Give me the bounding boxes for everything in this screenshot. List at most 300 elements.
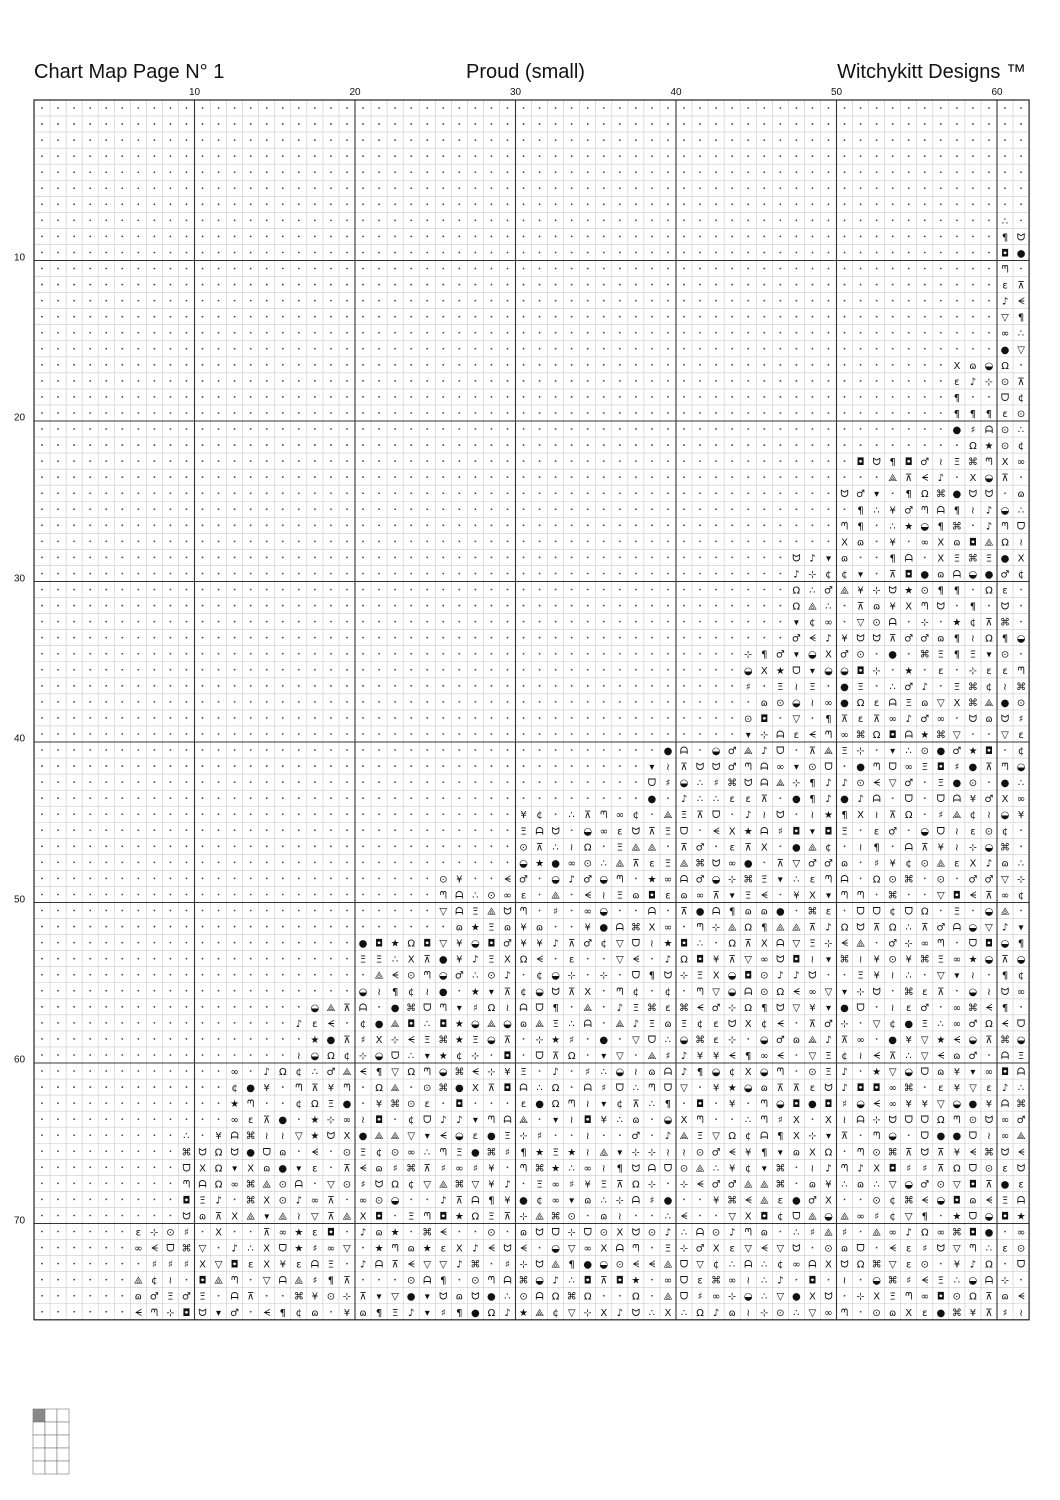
empty-cell-dot bbox=[539, 894, 541, 896]
stitch-symbol: ɛ bbox=[424, 1099, 430, 1111]
empty-cell-dot bbox=[651, 813, 653, 815]
empty-cell-dot bbox=[828, 219, 830, 221]
empty-cell-dot bbox=[779, 605, 781, 607]
empty-cell-dot bbox=[507, 444, 509, 446]
stitch-symbol: ᗢ bbox=[776, 954, 785, 966]
stitch-symbol: ≀ bbox=[858, 1050, 863, 1062]
empty-cell-dot bbox=[266, 139, 268, 141]
stitch-symbol: ∞ bbox=[888, 1227, 897, 1239]
empty-cell-dot bbox=[314, 139, 316, 141]
empty-cell-dot bbox=[876, 573, 878, 575]
empty-cell-dot bbox=[908, 653, 910, 655]
stitch-symbol: ◘ bbox=[985, 746, 993, 758]
empty-cell-dot bbox=[73, 444, 75, 446]
empty-cell-dot bbox=[186, 508, 188, 510]
stitch-symbol: X bbox=[375, 1034, 383, 1046]
empty-cell-dot bbox=[860, 380, 862, 382]
empty-cell-dot bbox=[41, 1279, 43, 1281]
empty-cell-dot bbox=[89, 1086, 91, 1088]
empty-cell-dot bbox=[266, 653, 268, 655]
empty-cell-dot bbox=[170, 1022, 172, 1024]
empty-cell-dot bbox=[218, 813, 220, 815]
empty-cell-dot bbox=[667, 524, 669, 526]
empty-cell-dot bbox=[137, 813, 139, 815]
empty-cell-dot bbox=[683, 219, 685, 221]
stitch-symbol: ɷ bbox=[840, 1243, 849, 1255]
empty-cell-dot bbox=[362, 781, 364, 783]
stitch-symbol: ⊼ bbox=[247, 1291, 255, 1303]
stitch-symbol: ᗜ bbox=[776, 746, 785, 758]
empty-cell-dot bbox=[587, 348, 589, 350]
stitch-symbol: ᗩ bbox=[1016, 1067, 1026, 1079]
stitch-symbol: ▽ bbox=[615, 954, 624, 966]
stitch-symbol: ◒ bbox=[824, 665, 833, 677]
empty-cell-dot bbox=[683, 573, 685, 575]
empty-cell-dot bbox=[571, 236, 573, 238]
empty-cell-dot bbox=[105, 1311, 107, 1313]
empty-cell-dot bbox=[523, 797, 525, 799]
stitch-symbol: ɷ bbox=[503, 922, 512, 934]
stitch-symbol: ∞ bbox=[728, 858, 737, 870]
empty-cell-dot bbox=[539, 1070, 541, 1072]
empty-cell-dot bbox=[458, 444, 460, 446]
stitch-symbol: ♪ bbox=[440, 1115, 447, 1127]
empty-cell-dot bbox=[491, 524, 493, 526]
empty-cell-dot bbox=[763, 187, 765, 189]
empty-cell-dot bbox=[491, 717, 493, 719]
empty-cell-dot bbox=[250, 781, 252, 783]
empty-cell-dot bbox=[186, 428, 188, 430]
empty-cell-dot bbox=[41, 1263, 43, 1265]
stitch-symbol: ▾ bbox=[729, 890, 735, 902]
empty-cell-dot bbox=[394, 540, 396, 542]
empty-cell-dot bbox=[667, 557, 669, 559]
stitch-symbol: ᗕ bbox=[503, 874, 512, 886]
stitch-symbol: ¢ bbox=[728, 1067, 736, 1079]
empty-cell-dot bbox=[619, 508, 621, 510]
stitch-symbol: ᗜ bbox=[920, 1115, 929, 1127]
stitch-symbol: ¥ bbox=[520, 922, 527, 934]
empty-cell-dot bbox=[378, 444, 380, 446]
empty-cell-dot bbox=[523, 557, 525, 559]
empty-cell-dot bbox=[89, 974, 91, 976]
empty-cell-dot bbox=[940, 316, 942, 318]
empty-cell-dot bbox=[474, 524, 476, 526]
empty-cell-dot bbox=[844, 508, 846, 510]
stitch-symbol: ∞ bbox=[760, 1050, 769, 1062]
stitch-symbol: ≀ bbox=[666, 762, 670, 774]
empty-cell-dot bbox=[410, 797, 412, 799]
empty-cell-dot bbox=[298, 348, 300, 350]
empty-cell-dot bbox=[571, 797, 573, 799]
stitch-symbol: ᗕ bbox=[680, 1211, 688, 1223]
empty-cell-dot bbox=[394, 669, 396, 671]
stitch-symbol: ∴ bbox=[1017, 505, 1025, 517]
empty-cell-dot bbox=[667, 717, 669, 719]
empty-cell-dot bbox=[876, 364, 878, 366]
empty-cell-dot bbox=[89, 316, 91, 318]
stitch-symbol: ∞ bbox=[551, 1195, 560, 1207]
empty-cell-dot bbox=[314, 878, 316, 880]
minimap-page bbox=[57, 1448, 69, 1461]
stitch-symbol: ᗜ bbox=[663, 1163, 673, 1175]
stitch-symbol: ∴ bbox=[696, 938, 704, 950]
empty-cell-dot bbox=[683, 685, 685, 687]
row-number: 20 bbox=[14, 412, 26, 424]
stitch-symbol: ▾ bbox=[793, 649, 799, 661]
empty-cell-dot bbox=[362, 733, 364, 735]
stitch-symbol: X bbox=[969, 858, 977, 870]
stitch-symbol: ∴ bbox=[247, 1243, 254, 1255]
empty-cell-dot bbox=[699, 348, 701, 350]
empty-cell-dot bbox=[587, 203, 589, 205]
empty-cell-dot bbox=[57, 1247, 59, 1249]
empty-cell-dot bbox=[715, 187, 717, 189]
empty-cell-dot bbox=[507, 797, 509, 799]
empty-cell-dot bbox=[282, 236, 284, 238]
stitch-symbol: X bbox=[1001, 457, 1009, 469]
empty-cell-dot bbox=[667, 605, 669, 607]
empty-cell-dot bbox=[378, 861, 380, 863]
empty-cell-dot bbox=[202, 797, 204, 799]
empty-cell-dot bbox=[779, 894, 781, 896]
empty-cell-dot bbox=[170, 765, 172, 767]
empty-cell-dot bbox=[330, 910, 332, 912]
stitch-symbol: ≀ bbox=[634, 1067, 638, 1079]
stitch-symbol: ¢ bbox=[889, 1018, 896, 1030]
empty-cell-dot bbox=[651, 348, 653, 350]
empty-cell-dot bbox=[988, 268, 990, 270]
empty-cell-dot bbox=[426, 878, 428, 880]
empty-cell-dot bbox=[202, 701, 204, 703]
empty-cell-dot bbox=[844, 284, 846, 286]
empty-cell-dot bbox=[587, 958, 589, 960]
empty-cell-dot bbox=[73, 1054, 75, 1056]
empty-cell-dot bbox=[699, 332, 701, 334]
stitch-symbol: ¥ bbox=[809, 1002, 816, 1014]
stitch-symbol: ¥ bbox=[712, 1195, 720, 1207]
stitch-symbol: ɷ bbox=[519, 1018, 528, 1030]
empty-cell-dot bbox=[539, 701, 541, 703]
empty-cell-dot bbox=[410, 508, 412, 510]
empty-cell-dot bbox=[137, 1038, 139, 1040]
stitch-symbol: Ω bbox=[214, 1179, 223, 1191]
stitch-symbol: ¢ bbox=[375, 1147, 383, 1159]
stitch-symbol: ∴ bbox=[664, 1034, 672, 1046]
stitch-symbol: ɛ bbox=[1002, 585, 1008, 597]
empty-cell-dot bbox=[105, 1247, 107, 1249]
stitch-symbol: Ω bbox=[985, 1259, 993, 1271]
empty-cell-dot bbox=[362, 653, 364, 655]
empty-cell-dot bbox=[442, 348, 444, 350]
empty-cell-dot bbox=[779, 797, 781, 799]
empty-cell-dot bbox=[170, 540, 172, 542]
empty-cell-dot bbox=[442, 781, 444, 783]
stitch-symbol: ♂ bbox=[904, 633, 914, 645]
stitch-symbol: ⊙ bbox=[920, 585, 929, 597]
empty-cell-dot bbox=[153, 219, 155, 221]
stitch-symbol: ɷ bbox=[856, 1179, 865, 1191]
empty-cell-dot bbox=[394, 476, 396, 478]
stitch-symbol: ¶ bbox=[809, 778, 816, 790]
empty-cell-dot bbox=[137, 139, 139, 141]
empty-cell-dot bbox=[555, 396, 557, 398]
empty-cell-dot bbox=[603, 685, 605, 687]
stitch-symbol: ▽ bbox=[969, 1083, 977, 1095]
empty-cell-dot bbox=[474, 540, 476, 542]
empty-cell-dot bbox=[683, 364, 685, 366]
empty-cell-dot bbox=[250, 332, 252, 334]
empty-cell-dot bbox=[137, 524, 139, 526]
stitch-symbol: ⊹ bbox=[342, 1291, 352, 1303]
empty-cell-dot bbox=[619, 316, 621, 318]
stitch-symbol: ᗢ bbox=[663, 970, 673, 982]
stitch-symbol: ¢ bbox=[1017, 746, 1025, 758]
empty-cell-dot bbox=[250, 974, 252, 976]
empty-cell-dot bbox=[539, 781, 541, 783]
empty-cell-dot bbox=[908, 894, 910, 896]
empty-cell-dot bbox=[362, 845, 364, 847]
empty-cell-dot bbox=[170, 492, 172, 494]
empty-cell-dot bbox=[170, 1102, 172, 1104]
stitch-symbol: ⊙ bbox=[278, 1195, 287, 1207]
stitch-symbol: ᗜ bbox=[968, 1163, 978, 1175]
stitch-symbol: ◘ bbox=[760, 713, 769, 725]
empty-cell-dot bbox=[298, 316, 300, 318]
stitch-symbol: Ω bbox=[551, 1083, 560, 1095]
stitch-symbol: ᘉ bbox=[840, 521, 849, 533]
empty-cell-dot bbox=[73, 813, 75, 815]
stitch-symbol: ♂ bbox=[695, 874, 705, 886]
stitch-symbol: ♂ bbox=[984, 874, 994, 886]
empty-cell-dot bbox=[330, 781, 332, 783]
empty-cell-dot bbox=[57, 171, 59, 173]
empty-cell-dot bbox=[539, 107, 541, 109]
empty-cell-dot bbox=[266, 236, 268, 238]
stitch-symbol: ● bbox=[984, 1227, 994, 1239]
empty-cell-dot bbox=[57, 990, 59, 992]
empty-cell-dot bbox=[442, 187, 444, 189]
empty-cell-dot bbox=[555, 444, 557, 446]
empty-cell-dot bbox=[828, 236, 830, 238]
empty-cell-dot bbox=[410, 845, 412, 847]
stitch-symbol: ᗢ bbox=[374, 1179, 384, 1191]
stitch-symbol: ≀ bbox=[617, 1211, 622, 1223]
empty-cell-dot bbox=[523, 781, 525, 783]
stitch-symbol: ᘉ bbox=[696, 1115, 704, 1127]
stitch-symbol: ▽ bbox=[904, 1211, 913, 1223]
empty-cell-dot bbox=[763, 621, 765, 623]
empty-cell-dot bbox=[812, 412, 814, 414]
empty-cell-dot bbox=[539, 219, 541, 221]
stitch-symbol: ★ bbox=[663, 938, 673, 950]
stitch-symbol: ⊙ bbox=[647, 1227, 657, 1239]
empty-cell-dot bbox=[988, 396, 990, 398]
empty-cell-dot bbox=[699, 396, 701, 398]
empty-cell-dot bbox=[362, 444, 364, 446]
empty-cell-dot bbox=[924, 364, 926, 366]
empty-cell-dot bbox=[972, 910, 974, 912]
empty-cell-dot bbox=[844, 364, 846, 366]
empty-cell-dot bbox=[667, 492, 669, 494]
empty-cell-dot bbox=[330, 412, 332, 414]
stitch-symbol: ᗕ bbox=[519, 1243, 528, 1255]
empty-cell-dot bbox=[250, 524, 252, 526]
stitch-symbol: Ξ bbox=[937, 649, 944, 661]
empty-cell-dot bbox=[250, 268, 252, 270]
stitch-symbol: ¥ bbox=[456, 954, 463, 966]
empty-cell-dot bbox=[105, 492, 107, 494]
stitch-symbol: ᗢ bbox=[744, 778, 753, 790]
empty-cell-dot bbox=[571, 252, 573, 254]
empty-cell-dot bbox=[715, 701, 717, 703]
empty-cell-dot bbox=[587, 300, 589, 302]
stitch-symbol: ≀ bbox=[425, 986, 430, 998]
empty-cell-dot bbox=[298, 1038, 300, 1040]
stitch-symbol: ⊙ bbox=[679, 1163, 689, 1175]
empty-cell-dot bbox=[940, 300, 942, 302]
empty-cell-dot bbox=[571, 316, 573, 318]
stitch-symbol: ⊹ bbox=[792, 778, 801, 790]
stitch-symbol: ▾ bbox=[745, 729, 751, 741]
empty-cell-dot bbox=[635, 380, 637, 382]
stitch-symbol: ¶ bbox=[327, 1275, 335, 1287]
empty-cell-dot bbox=[491, 621, 493, 623]
stitch-symbol: Ξ bbox=[199, 1195, 206, 1207]
empty-cell-dot bbox=[699, 380, 701, 382]
empty-cell-dot bbox=[394, 300, 396, 302]
empty-cell-dot bbox=[763, 268, 765, 270]
stitch-symbol: ⌘ bbox=[438, 1034, 449, 1046]
empty-cell-dot bbox=[153, 573, 155, 575]
empty-cell-dot bbox=[234, 540, 236, 542]
empty-cell-dot bbox=[571, 460, 573, 462]
stitch-symbol: X bbox=[680, 1115, 688, 1127]
stitch-symbol: ● bbox=[487, 1131, 496, 1143]
empty-cell-dot bbox=[731, 284, 733, 286]
empty-cell-dot bbox=[330, 508, 332, 510]
empty-cell-dot bbox=[651, 637, 653, 639]
stitch-symbol: X bbox=[825, 1195, 832, 1207]
empty-cell-dot bbox=[266, 492, 268, 494]
stitch-symbol: ◒ bbox=[984, 906, 994, 918]
empty-cell-dot bbox=[571, 540, 573, 542]
empty-cell-dot bbox=[555, 765, 557, 767]
empty-cell-dot bbox=[57, 573, 59, 575]
stitch-symbol: ¥ bbox=[343, 1307, 351, 1319]
empty-cell-dot bbox=[571, 781, 573, 783]
empty-cell-dot bbox=[266, 540, 268, 542]
stitch-symbol: ⟁ bbox=[824, 1227, 833, 1239]
empty-cell-dot bbox=[635, 139, 637, 141]
empty-cell-dot bbox=[699, 733, 701, 735]
empty-cell-dot bbox=[779, 476, 781, 478]
empty-cell-dot bbox=[378, 605, 380, 607]
empty-cell-dot bbox=[619, 621, 621, 623]
stitch-symbol: ᗕ bbox=[985, 1002, 993, 1014]
stitch-symbol: ᗩ bbox=[519, 1083, 528, 1095]
stitch-symbol: Ω bbox=[519, 954, 528, 966]
empty-cell-dot bbox=[41, 508, 43, 510]
empty-cell-dot bbox=[202, 284, 204, 286]
empty-cell-dot bbox=[426, 203, 428, 205]
stitch-symbol: Ω bbox=[953, 1163, 961, 1175]
empty-cell-dot bbox=[763, 219, 765, 221]
stitch-symbol: ¢ bbox=[712, 1259, 720, 1271]
empty-cell-dot bbox=[362, 589, 364, 591]
empty-cell-dot bbox=[73, 1182, 75, 1184]
stitch-symbol: ᗢ bbox=[888, 585, 897, 597]
empty-cell-dot bbox=[715, 460, 717, 462]
empty-cell-dot bbox=[394, 123, 396, 125]
empty-cell-dot bbox=[603, 203, 605, 205]
empty-cell-dot bbox=[137, 637, 139, 639]
stitch-symbol: ⟁ bbox=[759, 1195, 769, 1207]
empty-cell-dot bbox=[41, 412, 43, 414]
empty-cell-dot bbox=[330, 717, 332, 719]
empty-cell-dot bbox=[795, 508, 797, 510]
empty-cell-dot bbox=[282, 861, 284, 863]
empty-cell-dot bbox=[362, 107, 364, 109]
empty-cell-dot bbox=[153, 845, 155, 847]
empty-cell-dot bbox=[539, 268, 541, 270]
empty-cell-dot bbox=[121, 444, 123, 446]
stitch-symbol: ¥ bbox=[311, 1291, 319, 1303]
stitch-symbol: ᗩ bbox=[503, 1275, 512, 1287]
stitch-symbol: ¢ bbox=[407, 1179, 415, 1191]
stitch-symbol: ● bbox=[663, 1195, 673, 1207]
empty-cell-dot bbox=[202, 187, 204, 189]
empty-cell-dot bbox=[250, 894, 252, 896]
stitch-symbol: ∴ bbox=[889, 521, 896, 533]
empty-cell-dot bbox=[57, 1279, 59, 1281]
empty-cell-dot bbox=[828, 685, 830, 687]
stitch-symbol: ɷ bbox=[263, 1163, 271, 1175]
stitch-symbol: ⊙ bbox=[984, 1163, 994, 1175]
empty-cell-dot bbox=[378, 685, 380, 687]
stitch-symbol: ᗜ bbox=[968, 938, 978, 950]
stitch-symbol: ⟁ bbox=[535, 1018, 545, 1030]
empty-cell-dot bbox=[651, 284, 653, 286]
stitch-symbol: ● bbox=[840, 697, 849, 709]
empty-cell-dot bbox=[234, 316, 236, 318]
empty-cell-dot bbox=[282, 557, 284, 559]
empty-cell-dot bbox=[137, 236, 139, 238]
empty-cell-dot bbox=[362, 910, 364, 912]
empty-cell-dot bbox=[956, 139, 958, 141]
empty-cell-dot bbox=[731, 348, 733, 350]
empty-cell-dot bbox=[683, 492, 685, 494]
empty-cell-dot bbox=[763, 861, 765, 863]
stitch-symbol: ♪ bbox=[921, 681, 928, 693]
stitch-symbol: ⊼ bbox=[905, 1147, 913, 1159]
empty-cell-dot bbox=[635, 1054, 637, 1056]
stitch-symbol: ≀ bbox=[666, 1147, 670, 1159]
empty-cell-dot bbox=[266, 797, 268, 799]
stitch-symbol: ⊙ bbox=[423, 1083, 432, 1095]
empty-cell-dot bbox=[170, 1134, 172, 1136]
stitch-symbol: ⊹ bbox=[535, 1034, 544, 1046]
empty-cell-dot bbox=[298, 781, 300, 783]
stitch-symbol: ᗢ bbox=[792, 553, 801, 565]
empty-cell-dot bbox=[137, 1199, 139, 1201]
empty-cell-dot bbox=[812, 1118, 814, 1120]
empty-cell-dot bbox=[635, 1215, 637, 1217]
empty-cell-dot bbox=[89, 1231, 91, 1233]
empty-cell-dot bbox=[587, 107, 589, 109]
stitch-symbol: ⌘ bbox=[486, 1147, 497, 1159]
empty-cell-dot bbox=[298, 236, 300, 238]
